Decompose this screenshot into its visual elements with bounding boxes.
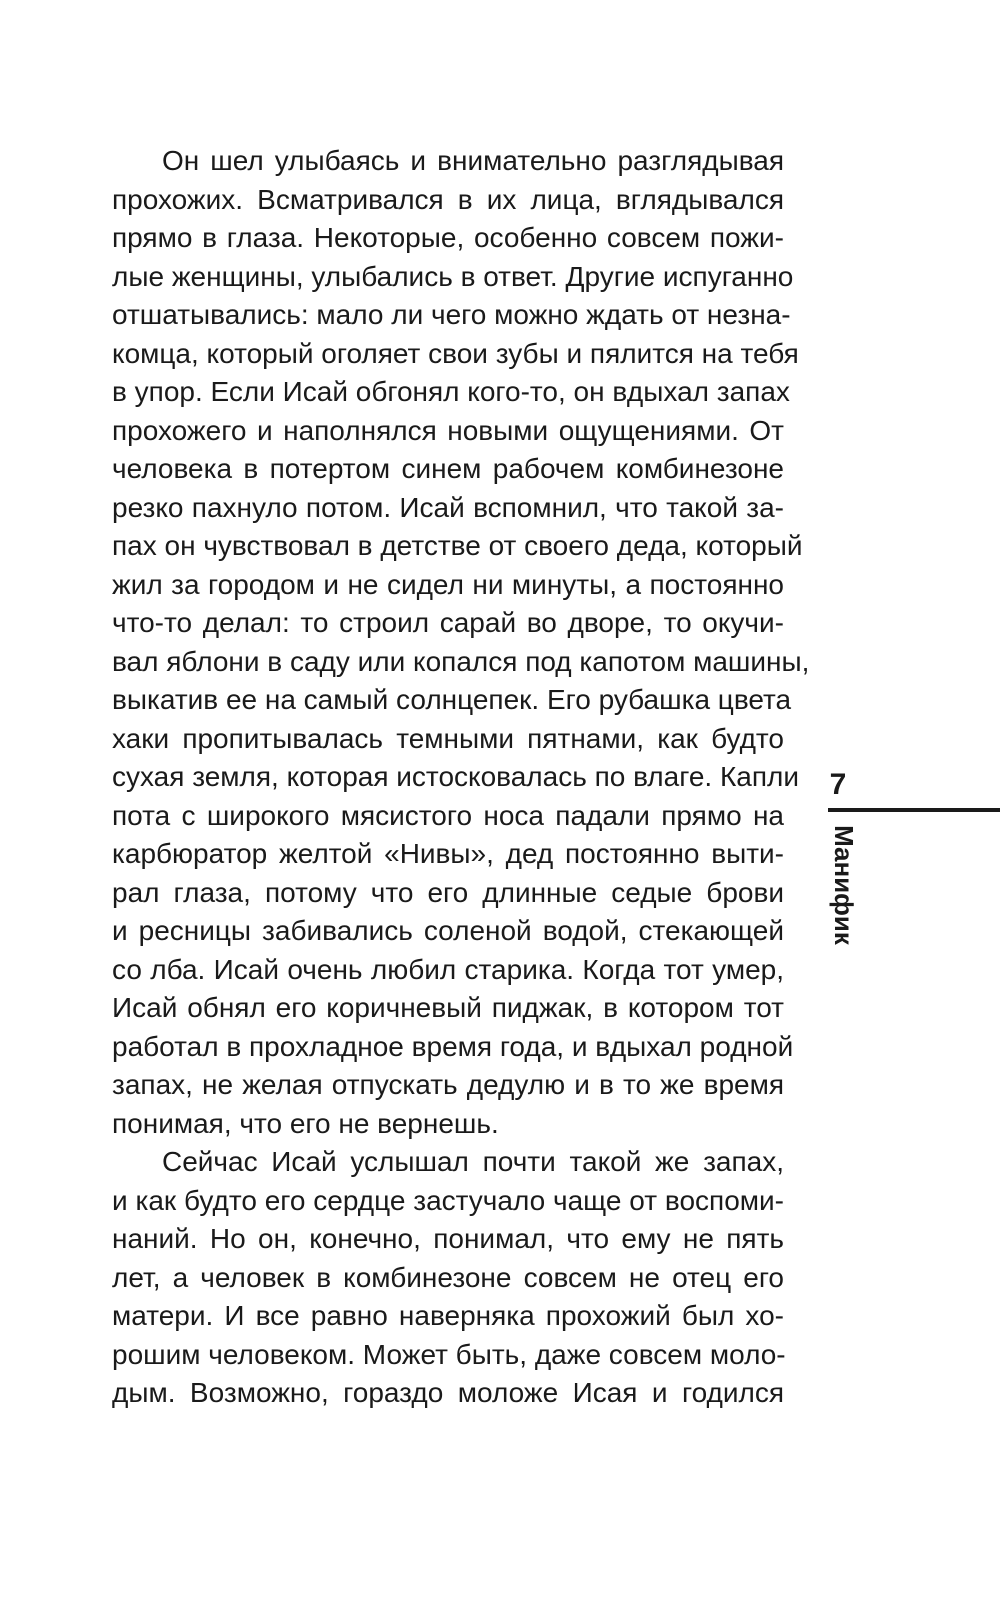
- text-line: понимая, что его не вернешь.: [112, 1107, 499, 1139]
- running-title: Манифик: [829, 825, 859, 945]
- text-line: в упор. Если Исай обгонял кого-то, он вдыхал запах: [112, 376, 790, 407]
- body-text: [112, 142, 810, 1413]
- text-line: работал в прохладное время года, и вдыхал родной: [112, 1030, 794, 1062]
- text-line: карбюратор желтой «Нивы», дед постоянно выти-: [112, 838, 784, 869]
- text-line: выкатив ее на самый солнцепек. Его рубашка цвета: [112, 684, 792, 715]
- text-line: лые женщины, улыбались в ответ. Другие испуганно: [112, 260, 794, 292]
- text-line: дым. Возможно, гораздо моложе Исая и годился: [112, 1377, 784, 1408]
- text-line: рошим человеком. Может быть, даже совсем моло-: [112, 1338, 786, 1370]
- text-line: резко пахнуло потом. Исай вспомнил, что такой за-: [112, 491, 784, 523]
- text-line: пота с широкого мясистого носа падали прямо на: [112, 799, 784, 831]
- text-line: и ресницы забивались соленой водой, стекающей: [112, 915, 784, 946]
- text-line: матери. И все равно наверняка прохожий был хо-: [112, 1300, 784, 1331]
- text-line: Исай обнял его коричневый пиджак, в котором тот: [112, 992, 784, 1023]
- text-line: пах он чувствовал в детстве от своего деда, который: [112, 530, 803, 561]
- text-line: прямо в глаза. Некоторые, особенно совсем пожи-: [112, 222, 784, 253]
- side-rule-divider: [828, 808, 1000, 812]
- text-line: наний. Но он, конечно, понимал, что ему не пять: [112, 1223, 784, 1254]
- text-line: прохожих. Всматривался в их лица, вглядывался: [112, 183, 784, 215]
- text-line: комца, который оголяет свои зубы и пялится на тебя: [112, 337, 799, 369]
- text-line: жил за городом и не сидел ни минуты, а постоянно: [112, 568, 784, 600]
- text-line: рал глаза, потому что его длинные седые брови: [112, 876, 784, 908]
- text-line: лет, а человек в комбинезоне совсем не отец его: [112, 1261, 784, 1293]
- text-line: и как будто его сердце застучало чаще от воспоми-: [112, 1184, 784, 1216]
- text-line: отшатывались: мало ли чего можно ждать от незна-: [112, 299, 791, 330]
- text-line: вал яблони в саду или копался под капотом машины,: [112, 645, 810, 677]
- text-line: прохожего и наполнялся новыми ощущениями. От: [112, 414, 784, 446]
- text-line: Он шел улыбаясь и внимательно разглядывая: [162, 145, 784, 176]
- text-line: со лба. Исай очень любил старика. Когда тот умер,: [112, 953, 784, 985]
- text-line: сухая земля, которая истосковалась по влаге. Капли: [112, 761, 799, 792]
- text-line: запах, не желая отпускать дедулю и в то же время: [112, 1069, 784, 1100]
- text-line: Сейчас Исай услышал почти такой же запах,: [162, 1146, 784, 1177]
- text-line: хаки пропитывалась темными пятнами, как будто: [112, 722, 784, 754]
- text-line: человека в потертом синем рабочем комбинезоне: [112, 453, 784, 484]
- page-number: 7: [829, 768, 847, 801]
- text-line: что-то делал: то строил сарай во дворе, то окучи-: [112, 607, 784, 638]
